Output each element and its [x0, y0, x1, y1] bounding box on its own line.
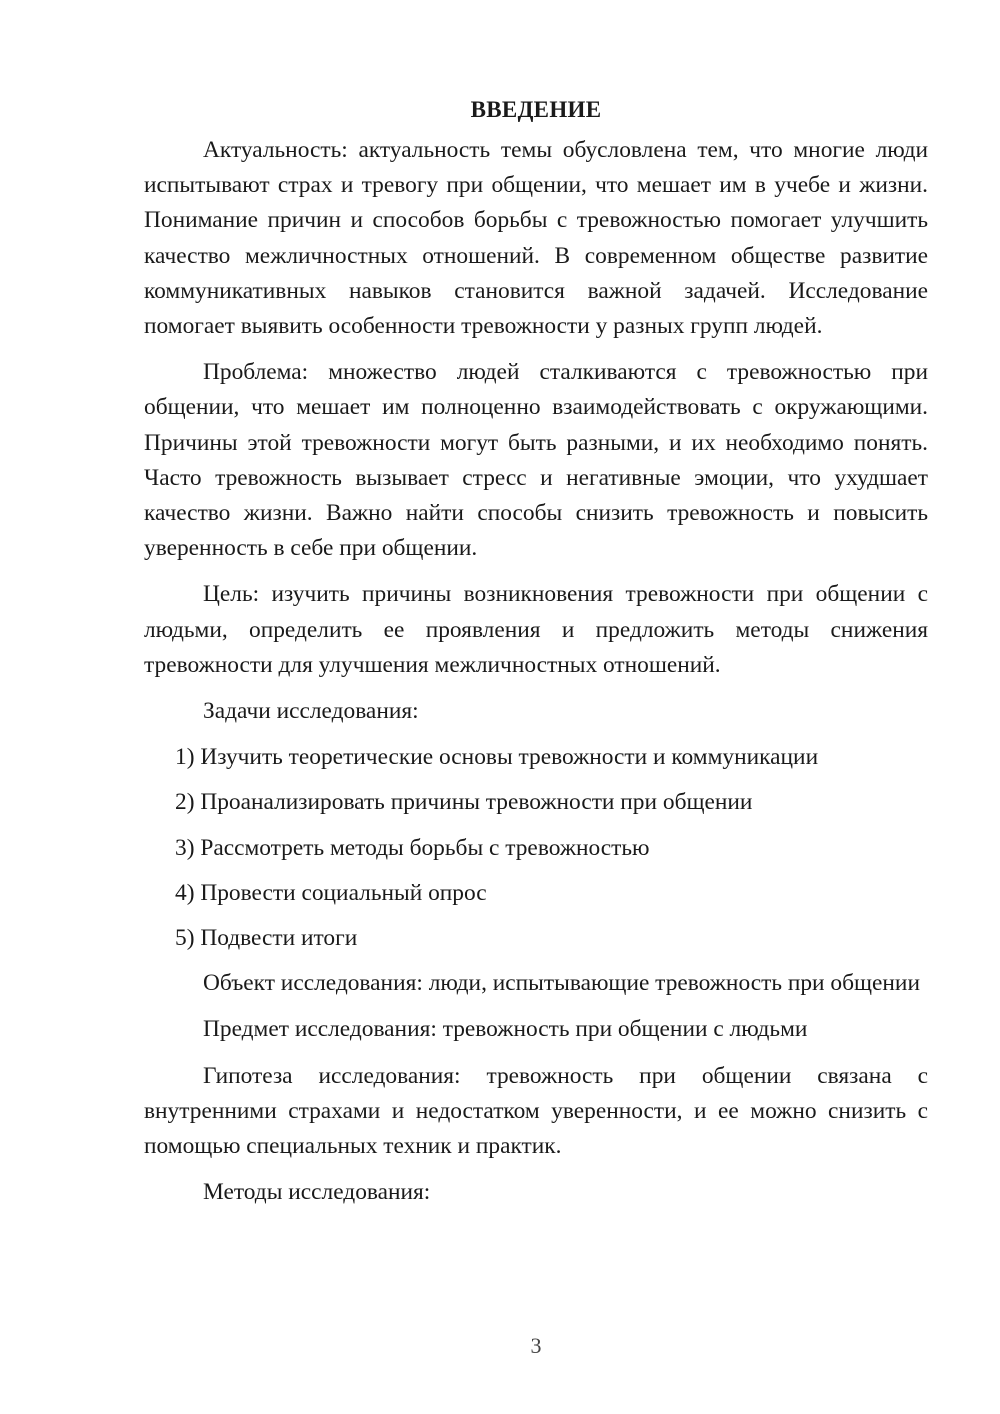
page-number: 3 — [530, 1333, 542, 1358]
tasks-list — [144, 740, 928, 956]
paragraph-relevance: Актуальность: актуальность темы обусловлена тем, что многие люди испытывают страх и тревогу при общении, что мешает им в учебе и жизни. Понимание причин и способов борьбы с тревожностью помогает улучшить качество межличностных отношений. В современном обществе развитие коммуникативных навыков становится важной задачей. Исследование помогает выявить особенности тревожности у разных групп людей. — [144, 137, 928, 340]
document-title: ВВЕДЕНИЕ — [470, 97, 602, 122]
list-item: 1) Изучить теоретические основы тревожности и коммуникации — [175, 744, 819, 771]
paragraph-goal: Цель: изучить причины возникновения тревожности при общении с людьми, определить ее проявления и предложить методы снижения тревожности для улучшения межличностных отношений. — [144, 581, 928, 678]
paragraph-hypothesis: Гипотеза исследования: тревожность при общении связана с внутренними страхами и недостатком уверенности, и ее можно снизить с помощью специальных техник и практик. — [144, 1062, 928, 1160]
methods-heading: Методы исследования: — [203, 1179, 431, 1206]
paragraph-object: Объект исследования: люди, испытывающие тревожность при общении — [203, 970, 920, 997]
list-item: 2) Проанализировать причины тревожности при общении — [175, 789, 753, 816]
tasks-heading: Задачи исследования: — [203, 698, 419, 725]
list-item: 4) Провести социальный опрос — [175, 879, 487, 906]
list-item: 5) Подвести итоги — [175, 925, 358, 952]
document-page — [144, 92, 928, 1221]
paragraph-problem: Проблема: множество людей сталкиваются с тревожностью при общении, что мешает им полноценно взаимодействовать с окружающими. Причины этой тревожности могут быть разными, и их необходимо понять. Часто тревожность вызывает стресс и негативные эмоции, что ухудшает качество жизни. Важно найти способы снизить тревожность и повысить уверенность в себе при общении. — [144, 359, 928, 562]
list-item: 3) Рассмотреть методы борьбы с тревожностью — [175, 834, 650, 861]
paragraph-subject: Предмет исследования: тревожность при общении с людьми — [203, 1016, 808, 1043]
